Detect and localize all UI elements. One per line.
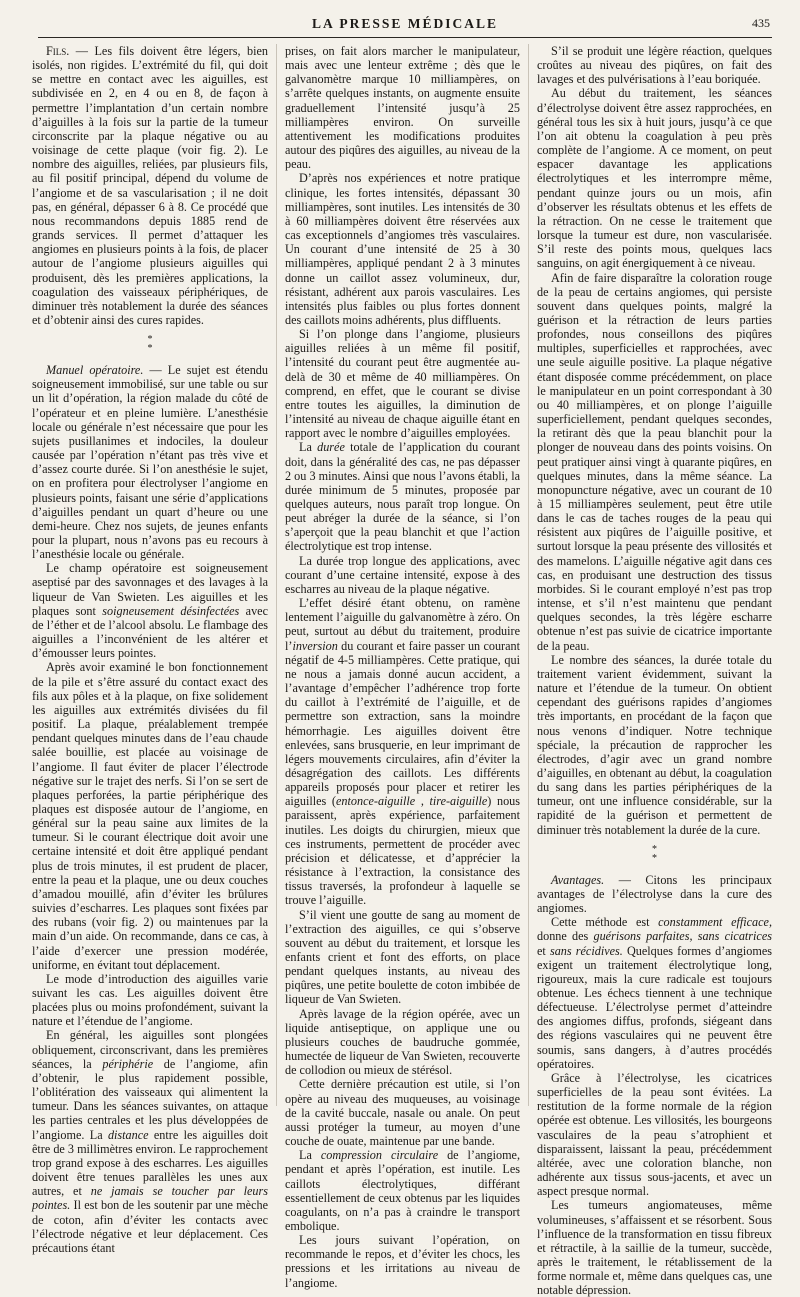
paragraph-continued: prises, on fait alors marcher le manipulateur, mais avec une lenteur extrême ; dès que le galvanomètre marque 10 milliampères, on s’arrête quelques instants, on augmente ensuite graduellement l’intensité jusqu’à 25 milliampères environ. On surveille attentivement les modifications produites autour des piqûres des aiguilles, au niveau de la peau. — [285, 44, 520, 172]
paragraph-apres-lavage: Après lavage de la région opérée, avec un liquide antiseptique, on applique une ou plusieurs couches de baudruche gommée, humectée de liqueur de Van Swieten, recouverte de collodion ou mieux de stérésol. — [285, 1006, 520, 1078]
journal-title: LA PRESSE MÉDICALE — [311, 16, 499, 31]
section-heading-avantages: Avantages. — [551, 872, 605, 887]
paragraph-text: — Citons les principaux avantages de l’électrolyse dans la cure des angiomes. — [537, 872, 772, 916]
paragraph-effet-desire — [285, 596, 520, 907]
paragraph-en-general — [32, 1028, 268, 1255]
paragraph-tumeurs: Les tumeurs angiomateuses, même volumineuses, s’affaissent et se résorbent. Sous l’influence de la transformation en tissu fibreux et rétractile, à la saillie de la tumeur, succède, après le traitement, le rétablissement de la forme normale et, même dans quelques cas, une notable dépression. — [537, 1198, 772, 1297]
paragraph-duree — [285, 440, 520, 553]
paragraph-compression — [285, 1148, 520, 1233]
paragraph-plusieurs-aiguilles: Si l’on plonge dans l’angiome, plusieurs aiguilles reliées à un même fil positif, l’intensité du courant peut être augmentée au-delà de 30 et même de 40 milliampères. On comprend, en effet, que le courant se divise entre toutes les aiguilles, la diminution de l’intensité au niveau de chaque aiguille étant en rapport avec le nombre d’aiguilles employées. — [285, 327, 520, 441]
paragraph-nombre-seances: Le nombre des séances, la durée totale du traitement varient évidemment, suivant la nature et l’étendue de la tumeur. On obtient cependant des guérisons rapides d’angiomes très importants, en procédant de la façon que nous venons d’indiquer. Notre technique spéciale, la précaution de rapprocher les électrodes, d’agir avec un grand nombre d’aiguilles, en obtenant au début, la coagulation du sang dans les parties périphériques de la tumeur, ont une influence considérable, sur la rapidité de la guérison et permettent de diminuer très notablement la durée de la cure. — [537, 652, 772, 837]
paragraph-debut-traitement: Au début du traitement, les séances d’électrolyse doivent être assez rapprochées, en général tous les six à huit jours, jusqu’à ce que l’on ait obtenu la coagulation à peu près complète de l’angiome. A ce moment, on peut espacer davantage les applications électrolytiques et les interrompre même, pendant quinze jours ou un mois, afin d’observer les résultats obtenus et les effets de la rétraction. On ne cesse le traitement que lorsque la tumeur est dure, non vascularisée. S’il reste des points mous, quelques lacs sanguins, on agit énergiquement à ce niveau. — [537, 86, 772, 271]
section-heading-manuel-operatoire: Manuel opératoire. — [46, 363, 144, 378]
paragraph-text: Il est bon de les soutenir par une mèche de coton, afin d’éviter les contacts avec l’électrode négative et leur déplacement. Ces précautions étant — [32, 1198, 268, 1255]
emphasis: soigneusement désinfectées — [102, 603, 240, 618]
paragraph-text: entre les aiguilles doit être de 3 millimètres environ. Le rapprochement trop grand expose à des escharres. Les aiguilles doivent être tenues parallèles les unes aux autres, et — [32, 1127, 268, 1199]
section-lead-fils: Fils. — [46, 44, 70, 58]
section-separator — [32, 335, 268, 353]
paragraph-text: et — [537, 943, 550, 958]
paragraph-text: du courant et faire passer un courant négatif de 4-5 milliampères. Cette pratique, qui ne nous a jamais donné aucun accident, a l’avantage d’empêcher l’adhérence trop forte du caillot à l’extrémité de l’aiguille, et de permettre son extraction, sans la moindre hémorrhagie. Les aiguilles doivent être enlevées, sans brusquerie, en leur imprimant de légers mouvements circulaires, afin d’éviter la désagrégation des caillots. Les différents appareils proposés pour placer et retirer les aiguilles ( — [285, 638, 520, 809]
paragraph-duree-longue: La durée trop longue des applications, avec courant d’une certaine intensité, expose à des escharres au niveau de la plaque négative. — [285, 553, 520, 596]
emphasis: périphérie — [102, 1056, 154, 1071]
paragraph-text: de l’angiome, afin d’obtenir, le plus rapidement possible, l’oblitération des vaisseaux qui alimentent la tumeur. Dans les séances suivantes, on attaque les parties centrales et les plus développées de l’angiome. La — [32, 1056, 268, 1142]
paragraph-champ-operatoire — [32, 561, 268, 660]
paragraph-reaction: S’il se produit une légère réaction, quelques croûtes au niveau des piqûres, on fait des lavages et des pulvérisations à l’eau boriquée. — [537, 44, 772, 87]
section-separator — [537, 845, 772, 863]
separator-star: * — [652, 843, 657, 855]
paragraph-mode-introduction: Le mode d’introduction des aiguilles varie suivant les cas. Les aiguilles doivent être placées plus ou moins profondément, suivant la nature et l’étendue de l’angiome. — [32, 971, 268, 1029]
paragraph-text: totale de l’application du courant doit, dans la généralité des cas, ne pas dépasser 2 ou 3 minutes. Ainsi que nous l’avons établi, la durée minimum de 5 minutes, proposée par quelques auteurs, nous paraît trop longue. On peut abréger la durée de la séance, si l’on s’aperçoit que la peau blanchit et que l’action électrolytique est trop intense. — [285, 440, 520, 554]
emphasis: distance — [107, 1127, 149, 1142]
emphasis: durée — [317, 440, 345, 455]
emphasis: ne jamais se toucher par leurs pointes. — [32, 1184, 268, 1213]
emphasis: compression circulaire — [320, 1148, 439, 1163]
paragraph-text: L’effet désiré étant obtenu, on ramène lentement l’aiguille du galvanomètre à zéro. On peut, surtout au début du traitement, produire l’ — [285, 596, 520, 653]
paragraph-methode — [537, 915, 772, 1071]
paragraph-text: Cette méthode est — [551, 915, 659, 930]
separator-star: * — [652, 852, 657, 864]
paragraph-text: ) nous paraissent, après expérience, parfaitement inutiles. Les doigts du chirurgien, mieux que ces instruments, permettent de procéder avec précision et délicatesse, et d’apprécier la résistance à l’extraction, la consistance des tissus traversés, la profondeur à laquelle se trouve l’aiguille. — [285, 794, 520, 908]
paragraph-text: avec de l’éther et de l’alcool absolu. Le flambage des aiguilles a l’inconvénient de les altérer et d’émousser leurs pointes. — [32, 603, 269, 661]
paragraph-fils — [32, 44, 268, 327]
paragraph-jours-suivant: Les jours suivant l’opération, on recommande le repos, et d’éviter les chocs, les pressions et les irritations au niveau de l’angiome. — [285, 1233, 520, 1290]
paragraph-text: de l’angiome, pendant et après l’opération, est inutile. Les caillots électrolytiques, différant essentiellement de ceux obtenus par les liquides coagulants, on n’a pas à craindre le transport embolique. — [285, 1148, 520, 1233]
paragraph-apres-avoir: Après avoir examiné le bon fonctionnement de la pile et s’être assuré du contact exact des fils aux pôles et à la plaque, on fixe solidement les aiguilles aux extrémités divisées du fil positif. La plaque, préalablement trempée pendant quelques minutes dans de l’eau chaude salée bouillie, est placée au voisinage de l’angiome. Il faut éviter de placer l’électrode négative sur le trajet des nerfs. Si l’on se sert de plaques perforées, la partie périphérique des plaques est disposée autour de l’angiome, en général sur la peau saine aux limites de la tumeur. Si le courant électrique doit avoir une certaine intensité et doit être appliqué pendant plus de trois minutes, il est prudent de placer, entre la peau et la plaque, une ou deux couches d’amadou mouillé, afin d’éviter les brûlures suivies d’escharres. Les plaques sont fixées par des rubans (voir fig. 2) ou maintenues par la main d’un aide. On recommande, dans ce cas, à l’aide d’exercer une pression modérée, uniforme, en évitant tout déplacement. — [32, 660, 268, 972]
emphasis: constamment efficace, — [658, 915, 773, 930]
paragraph-goutte-de-sang: S’il vient une goutte de sang au moment de l’extraction des aiguilles, ce qui s’observe souvent au début du traitement, et lorsque les enfants crient et font des efforts, on place pendant quelques instants, au niveau des piqûres, une petite boulette de coton imbibée de liqueur de Van Swieten. — [285, 907, 520, 1007]
emphasis: guérisons parfaites, sans cicatrices — [593, 929, 772, 944]
paragraph-text: — Les fils doivent être légers, bien isolés, non rigides. L’extrémité du fil, qui doit se mettre en contact avec les aiguilles, est subdivisée en 2, en 4 ou en 8, de façon à permettre l’implantation d’un certain nombre d’aiguilles à la fois sur la partie de la tumeur circonscrite par la plaque négative ou au voisinage de cette plaque (voir fig. 2). Le nombre des aiguilles, reliées, par plusieurs fils, au fil positif principal, dépend du volume de l’angiome et de sa vascularisation ; il ne doit pas, en général, dépasser 6 à 8. Ce procédé que nous recommandons depuis 1885 rend de grands services. Il permet d’attaquer les angiomes en plusieurs points à la fois, de placer autour de l’angiome plusieurs aiguilles qui produisent, dès les premières applications, la coagulation des vaisseaux périphériques, de diminuer très notablement la durée des séances et d’obtenir ainsi des cures rapides. — [32, 44, 268, 327]
article-columns — [24, 44, 780, 1297]
paragraph-text: — Le sujet est étendu soigneusement immobilisé, sur une table ou sur un lit d’opération, la région malade du côté de l’opérateur et en pleine lumière. L’anesthésie locale ou générale n’est nécessaire que pour les sujets pusillanimes et indociles, la douleur causée par l’opération n’étant pas très vive et d’assez courte durée. Si l’on anesthésie le sujet, on en profitera pour électrolyser l’angiome en plusieurs points, faisant une série d’applications d’aiguilles pendant un quart d’heure ou une demi-heure. Chez nos sujets, de jeunes enfants pour la plupart, nous n’avons pas eu recours à l’anesthésie locale ou générale. — [32, 363, 268, 562]
column-2 — [276, 44, 528, 1290]
running-header — [40, 12, 770, 36]
column-3 — [528, 44, 780, 1297]
paragraph-derniere-precaution: Cette dernière précaution est utile, si l’on opère au niveau des muqueuses, au voisinage de la cavité buccale, nasale ou anale. On peut aussi protéger la tumeur, au moyen d’une couche de ouate, maintenue par une bande. — [285, 1077, 520, 1149]
separator-star: * — [147, 343, 153, 355]
page-number: 435 — [752, 16, 770, 30]
paragraph-avantages — [537, 873, 772, 915]
paragraph-manuel — [32, 363, 268, 561]
paragraph-grace-electrolyse: Grâce à l’électrolyse, les cicatrices superficielles de la peau sont évitées. La restitution de la forme normale de la région opérée est obtenue. Les villosités, les bourgeons vasculaires de la peau s’atrophient et disparaissent, laissant la peau, précédemment altérée, avec une coloration blanche, non adhérente aux tissus sous-jacents, et avec un aspect presque normal. — [537, 1070, 772, 1199]
emphasis: inversion — [292, 638, 338, 653]
paragraph-text: Le champ opératoire est soigneusement aseptisé par des savonnages et des lavages à la liqueur de Van Swieten. Les aiguilles et les plaques sont — [32, 561, 268, 618]
paragraph-text: La — [299, 440, 318, 455]
emphasis: entonce-aiguille , tire-aiguille — [336, 794, 488, 809]
paragraph-coloration-rouge: Afin de faire disparaître la coloration rouge de la peau de certains angiomes, qui persiste souvent dans quelques points, malgré la guérison et la rétraction de leurs parties profondes, nous conseillons des piqûres multiples, superficielles et rapprochées, avec une seule aiguille positive. La plaque négative étant disposée comme précédemment, on place le manipulateur en un point correspondant à 30 ou 40 milliampères, et on plonge l’aiguille superficiellement, pendant quelques secondes, la retirant dès que la peau blanchit pour la plonger de nouveau dans des points voisins. On peut pratiquer ainsi vingt à quarante piqûres, en quelques minutes, dans la même séance. La monopuncture négative, avec un courant de 10 à 15 milliampères seulement, peut être utile dans le cas de taches rouges de la peau qui résistent aux piqûres de l’aiguille positive, et surtout lorsque la peau présente des villosités et des mamelons. L’aiguille négative agit dans ces cas, en produisant une destruction des tissus morbides. Si le courant employé n’est pas trop intense, et s’il n’est maintenu que pendant quelques secondes, la très légère escharre obtenue n’est pas suivie de cicatrice importante de la peau. — [537, 270, 772, 653]
column-1 — [24, 44, 276, 1255]
emphasis: sans récidives. — [549, 943, 623, 958]
header-rule — [38, 37, 772, 38]
paragraph-text: donne des — [537, 929, 594, 944]
paragraph-text: La — [299, 1148, 321, 1163]
paragraph-text: Quelques formes d’angiomes exigent un traitement électrolytique long, rigoureux, mais la cure radicale est toujours obtenue. Les échecs tiennent à une technique défectueuse. L’électrolyse permet d’atteindre des angiomes diffus, profonds, siégeant dans des régions vasculaires qui ne peuvent être soumis, sans dangers, à d’autres procédés opératoires. — [537, 943, 772, 1071]
paragraph-intensites: D’après nos expériences et notre pratique clinique, les fortes intensités, dépassant 30 milliampères, sont inutiles. Les intensités de 30 à 60 milliampères doivent être réservées aux cas exceptionnels d’angiomes très vasculaires. Un courant d’une intensité de 25 à 30 milliampères, appliqué pendant 2 à 3 minutes donne un caillot assez volumineux, dur, résistant, adhérent aux parois vasculaires. Les intensités plus faibles ou plus fortes donnent des caillots moins adhérents, plus diffluents. — [285, 171, 520, 327]
separator-star: * — [147, 334, 153, 346]
paragraph-text: En général, les aiguilles sont plongées obliquement, circonscrivant, dans les premières séances, la — [32, 1028, 268, 1071]
